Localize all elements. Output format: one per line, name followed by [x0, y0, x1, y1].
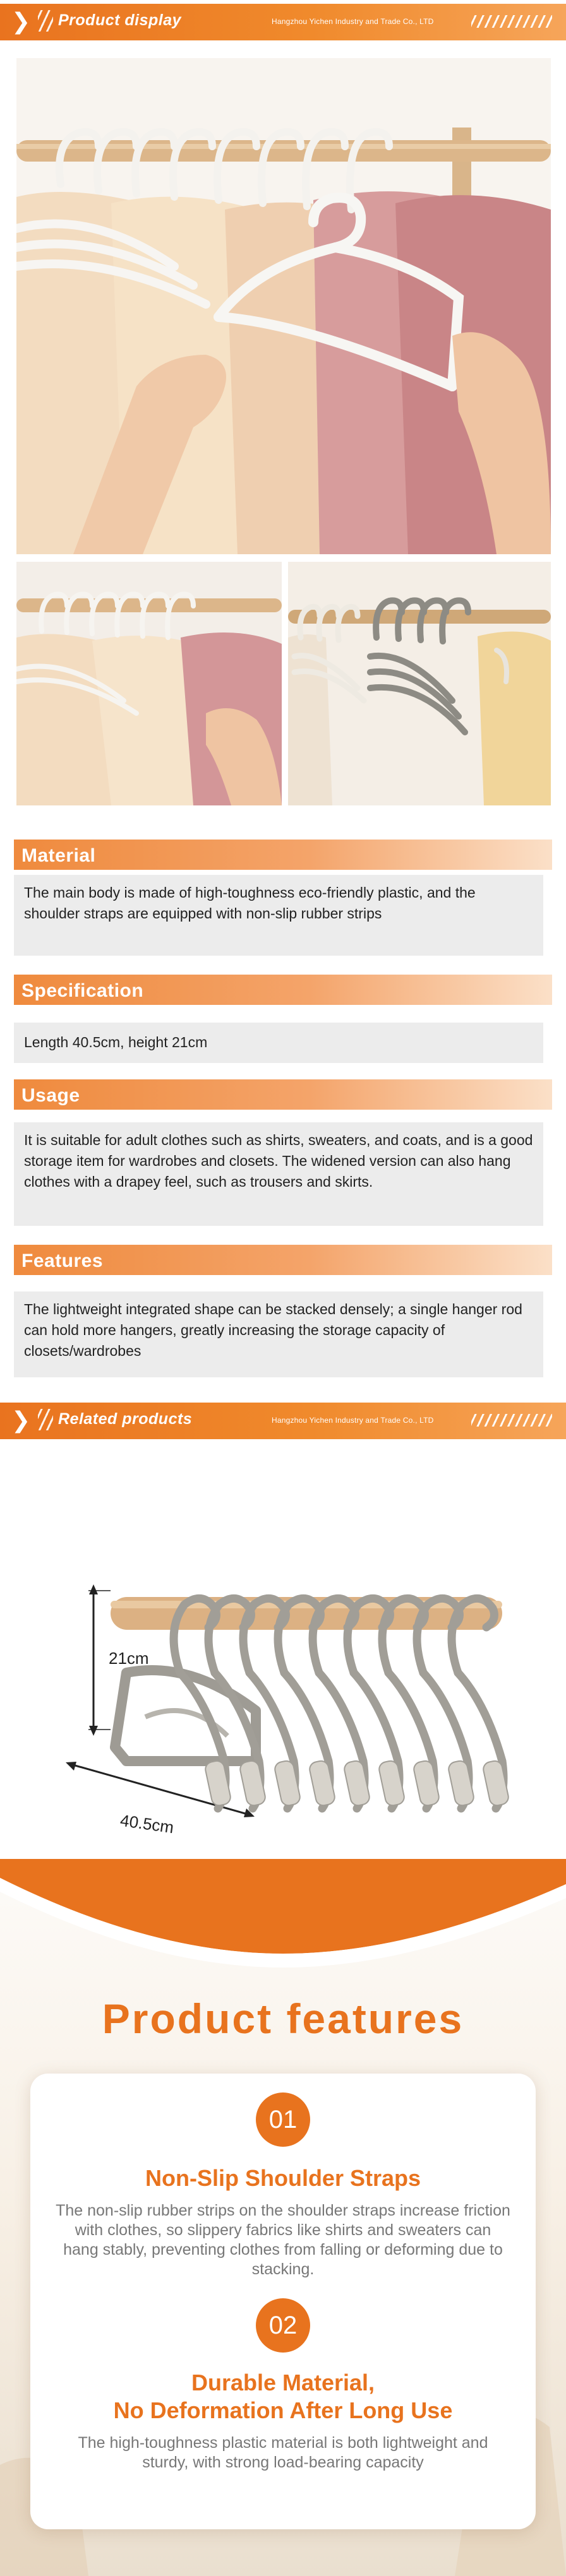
- product-photo-white-hangers: [16, 562, 282, 805]
- spec-body-text: The lightweight integrated shape can be stacked densely; a single hanger rod can hold more hangers, greatly increasing the storage capacity of closets/wardrobes: [24, 1301, 522, 1359]
- product-photo-color-hangers: [288, 562, 551, 805]
- feature-description: The non-slip rubber strips on the shoulder straps increase friction with clothes, so slippery fabrics like shirts and sweaters can hang stably, preventing clothes from falling or deforming due to stacking.: [56, 2202, 510, 2278]
- spec-body-specification: [14, 1023, 543, 1063]
- decorative-slashes: [38, 10, 53, 32]
- product-features-section: [0, 1859, 566, 2576]
- spec-heading-label: Material: [21, 845, 96, 866]
- chevron-right-icon: ❯: [11, 9, 31, 35]
- decorative-slashes: [38, 1409, 53, 1430]
- height-dimension-label: 21cm: [109, 1649, 149, 1668]
- chevron-right-icon: ❯: [11, 1408, 31, 1433]
- section-title: Product display: [58, 11, 182, 29]
- product-display-header: [0, 4, 566, 40]
- product-features-title: Product features: [102, 1995, 464, 2042]
- spec-heading-features: [14, 1245, 552, 1275]
- spec-heading-label: Features: [21, 1250, 104, 1271]
- spec-body-material: [14, 875, 543, 956]
- spec-body-text: The main body is made of high-toughness eco-friendly plastic, and the shoulder straps are equipped with non-slip rubber strips: [24, 884, 476, 922]
- section-title: Related products: [58, 1410, 193, 1428]
- dimension-diagram: [0, 1464, 566, 1906]
- spec-body-text: It is suitable for adult clothes such as shirts, sweaters, and coats, and is a good storage item for wardrobes and closets. The widened version can also hang clothes with a drapey feel, such as trousers and skirts.: [24, 1132, 533, 1190]
- decorative-stripes: [471, 15, 552, 28]
- feature-heading: Non-Slip Shoulder Straps: [145, 2165, 421, 2191]
- feature-number-badge: 02: [256, 2298, 310, 2353]
- spec-body-features: [14, 1291, 543, 1377]
- related-products-header: [0, 1403, 566, 1439]
- feature-description: The high-toughness plastic material is both lightweight and sturdy, with strong load-bearing capacity: [78, 2434, 488, 2471]
- spec-heading-usage: [14, 1079, 552, 1110]
- feature-number-badge: 01: [256, 2092, 310, 2147]
- company-name: Hangzhou Yichen Industry and Trade Co., LTD: [272, 17, 434, 26]
- length-dimension-label: 40.5cm: [119, 1810, 176, 1837]
- feature-heading: Durable Material,: [191, 2370, 375, 2395]
- spec-heading-label: Usage: [21, 1085, 80, 1106]
- decorative-stripes: [471, 1414, 552, 1427]
- spec-heading-specification: [14, 975, 552, 1005]
- spec-heading-material: [14, 840, 552, 870]
- company-name: Hangzhou Yichen Industry and Trade Co., LTD: [272, 1416, 434, 1425]
- spec-body-usage: [14, 1122, 543, 1226]
- features-card: [30, 2074, 536, 2529]
- spec-body-text: Length 40.5cm, height 21cm: [24, 1034, 208, 1050]
- spec-heading-label: Specification: [21, 980, 144, 1001]
- feature-heading: No Deformation After Long Use: [113, 2397, 453, 2423]
- hero-product-photo: [16, 58, 551, 554]
